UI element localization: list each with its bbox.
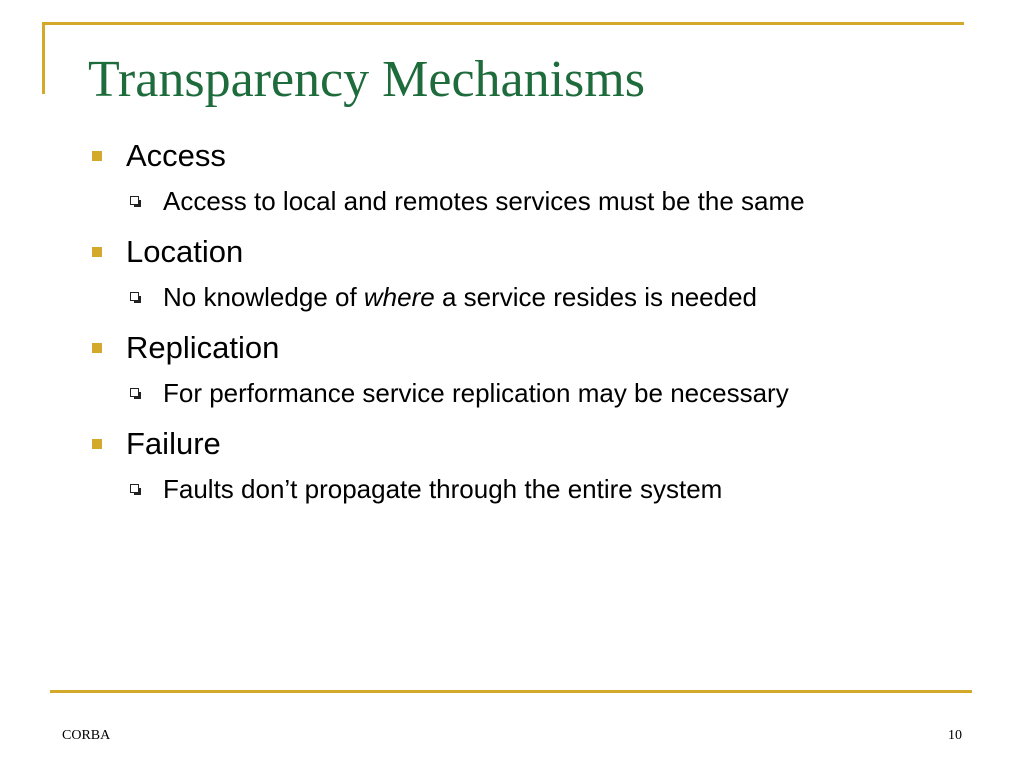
bullet-text-emphasis: where [363,282,435,312]
filled-square-icon [92,247,102,257]
bullet-heading: Replication [126,330,280,365]
frame-left-line [42,22,45,94]
bullet-level2 [90,176,980,226]
page-number: 10 [948,728,962,743]
list-item [90,232,980,322]
filled-square-icon [92,439,102,449]
hollow-square-icon [130,484,139,493]
footer-line [50,690,972,693]
bullet-level1 [90,232,980,272]
list-item [90,136,980,226]
bullet-level2 [90,368,980,418]
bullet-text: Access to local and remotes services must be the same [163,186,805,216]
bullet-text: Faults don’t propagate through the entire system [163,474,723,504]
hollow-square-icon [130,388,139,397]
bullet-text: For performance service replication may be necessary [163,378,789,408]
bullet-heading: Failure [126,426,221,461]
bullet-heading: Location [126,234,244,269]
bullet-level2 [90,464,980,514]
frame-top-line [42,22,964,25]
hollow-square-icon [130,292,139,301]
bullet-text: No knowledge of [163,282,364,312]
list-item [90,328,980,418]
filled-square-icon [92,343,102,353]
bullet-list [90,136,980,520]
footer-label: CORBA [62,728,111,743]
bullet-level1 [90,136,980,176]
filled-square-icon [92,151,102,161]
bullet-level1 [90,424,980,464]
slide-title: Transparency Mechanisms [88,51,645,108]
bullet-heading: Access [126,138,226,173]
bullet-level1 [90,328,980,368]
hollow-square-icon [130,196,139,205]
bullet-level2 [90,272,980,322]
list-item [90,424,980,514]
bullet-text-tail: a service resides is needed [434,282,758,312]
